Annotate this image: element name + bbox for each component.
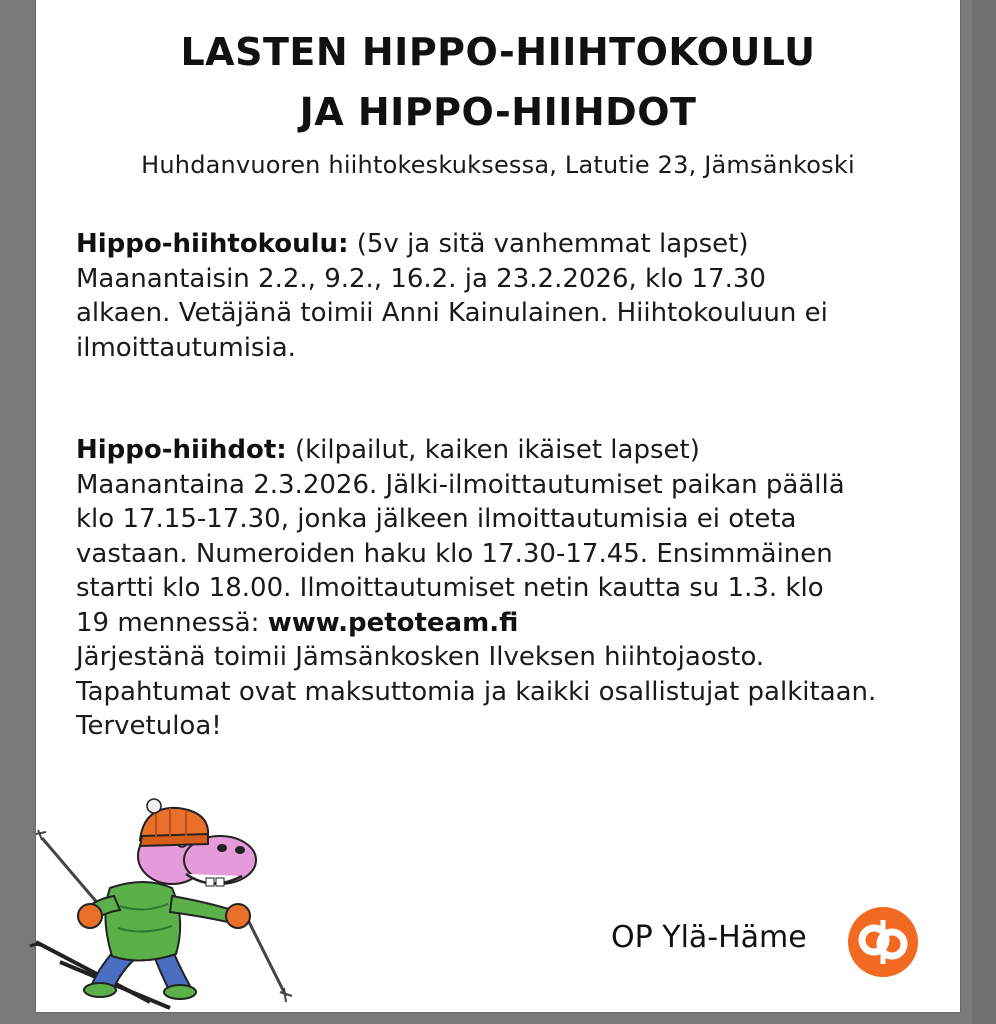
petoteam-link[interactable]: www.petoteam.fi (267, 607, 519, 638)
ski-races-deadline: 19 mennessä: (76, 607, 268, 638)
ski-races-heading: Hippo-hiihdot: (76, 435, 287, 465)
ski-school-registration: ilmoittautumisia. (76, 332, 296, 363)
viewer-scroll-edge[interactable] (972, 0, 996, 1024)
ski-races-late-registration: klo 17.15-17.30, jonka jälkeen ilmoittautumisia ei oteta (76, 504, 797, 534)
poster-title-line1: LASTEN HIPPO-HIIHTOKOULU (180, 30, 816, 74)
ski-school-dates: Maanantaisin 2.2., 9.2., 16.2. ja 23.2.2026, klo 17.30 (76, 263, 766, 294)
free-entry-text: Tapahtumat ovat maksuttomia ja kaikki osallistujat palkitaan. (76, 676, 877, 707)
ski-school-first-line (76, 227, 936, 262)
ski-races-date: Maanantaina 2.3.2026. Jälki-ilmoittautumiset paikan päällä (76, 469, 845, 500)
sponsor-logo (611, 906, 951, 976)
organizer-text: Järjestänä toimii Jämsänkosken Ilveksen hiihtojaosto. (76, 642, 765, 672)
poster-title-line2: JA HIPPO-HIIHDOT (299, 90, 697, 134)
location-subtitle: Huhdanvuoren hiihtokeskuksessa, Latutie 23, Jämsänkoski (141, 151, 855, 179)
welcome-text: Tervetuloa! (76, 711, 222, 741)
ski-races-deadline-line (76, 606, 936, 641)
ski-school-section (76, 227, 936, 365)
op-logo-icon (847, 906, 919, 978)
ski-school-leader: alkaen. Vetäjänä toimii Anni Kainulainen. Hiihtokouluun ei (76, 298, 828, 328)
ski-races-start: startti klo 18.00. Ilmoittautumiset netin kautta su 1.3. klo (76, 573, 824, 603)
ski-school-age: (5v ja sitä vanhemmat lapset) (348, 229, 749, 259)
ski-races-section (76, 433, 936, 744)
hippo-skier-icon (0, 796, 300, 1010)
sponsor-name: OP Ylä-Häme (611, 920, 807, 955)
ski-school-heading: Hippo-hiihtokoulu: (76, 229, 349, 259)
ski-races-first-line (76, 433, 936, 468)
ski-races-numbers: vastaan. Numeroiden haku klo 17.30-17.45. Ensimmäinen (76, 538, 833, 569)
ski-races-age: (kilpailut, kaiken ikäiset lapset) (286, 435, 700, 465)
